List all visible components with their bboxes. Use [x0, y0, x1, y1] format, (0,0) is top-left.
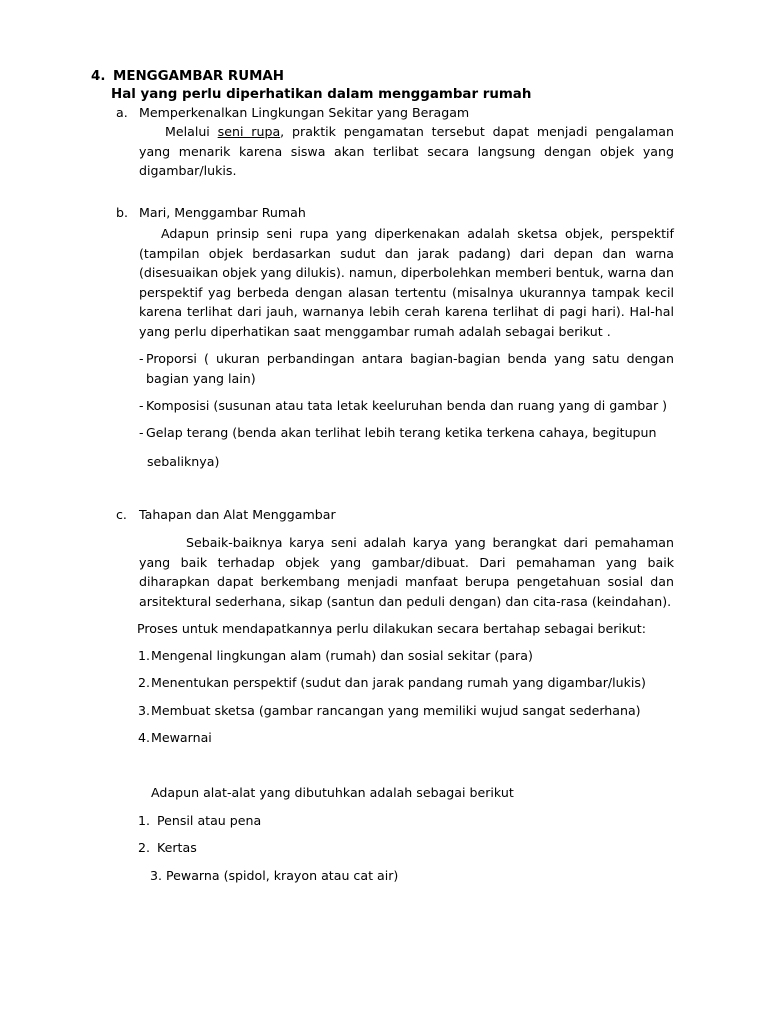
bullet-dash: - [139, 398, 144, 413]
part-b-heading: Mari, Menggambar Rumah [139, 205, 306, 220]
process-intro: Proses untuk mendapatkannya perlu dilakukan secara bertahap sebagai berikut: [137, 621, 646, 636]
bullet-text: Komposisi (susunan atau tata letak keeluruhan benda dan ruang yang di gambar ) [146, 398, 668, 413]
step-number: 2. [138, 675, 151, 690]
bullet-komposisi [139, 396, 674, 416]
part-a-marker: a. [116, 105, 128, 120]
bullet-text: Gelap terang (benda akan terlihat lebih terang ketika terkena cahaya, begitupun [146, 425, 657, 440]
step-number: 3. [138, 703, 151, 718]
step-number: 1. [138, 648, 151, 663]
step-text: Mengenal lingkungan alam (rumah) dan sosial sekitar (para) [151, 648, 533, 663]
tool-number: 2. [138, 840, 151, 855]
part-c-marker: c. [116, 507, 127, 522]
bullet-text-continued: sebaliknya) [147, 453, 220, 469]
tool-text: Pewarna (spidol, krayon atau cat air) [166, 868, 399, 883]
tool-text: Kertas [157, 840, 197, 855]
tool-number: 1. [138, 813, 151, 828]
section-number: 4. [91, 69, 106, 84]
section-title: MENGGAMBAR RUMAH [113, 69, 284, 84]
bullet-dash: - [139, 425, 144, 440]
bullet-text: Proporsi ( ukuran perbandingan antara bagian-bagian benda yang satu dengan bagian yang lain) [146, 351, 674, 386]
part-c-heading: Tahapan dan Alat Menggambar [139, 507, 336, 522]
part-a-heading: Memperkenalkan Lingkungan Sekitar yang Beragam [139, 105, 470, 120]
tools-intro: Adapun alat-alat yang dibutuhkan adalah sebagai berikut [151, 785, 514, 800]
bullet-proporsi [139, 349, 674, 388]
section-subtitle: Hal yang perlu diperhatikan dalam menggambar rumah [111, 87, 532, 102]
tool-text: Pensil atau pena [157, 813, 262, 828]
step-text: Mewarnai [151, 730, 212, 745]
part-a-paragraph [139, 122, 674, 181]
part-a-para-before: Melalui [165, 124, 218, 139]
tool-number: 3. [150, 868, 163, 883]
part-b-marker: b. [116, 205, 128, 220]
part-b-paragraph: Adapun prinsip seni rupa yang diperkenakan adalah sketsa objek, perspektif (tampilan objek berdasarkan sudut dan jarak padang) dari depan dan warna (disesuaikan objek yang dilukis). namun, diperbolehkan memberi bentuk, warna dan perspektif yag berbeda dengan alasan tertentu (misalnya ukurannya tampak kecil karena terlihat dari jauh, warnanya lebih cerah karena terlihat di pagi hari). Hal-hal yang perlu diperhatikan saat menggambar rumah adalah sebagai berikut . [139, 226, 674, 339]
part-a-para-after: , praktik pengamatan tersebut dapat menjadi pengalaman yang menarik karena siswa akan terlibat secara langsung dengan objek yang digambar/lukis. [139, 124, 674, 178]
bullet-gelap-terang [139, 423, 674, 471]
part-c-paragraph: Sebaik-baiknya karya seni adalah karya yang berangkat dari pemahaman yang baik terhadap objek yang gambar/dibuat. Dari pemahaman yang baik diharapkan dapat berkembang menjadi manfaat berupa pengetahuan sosial dan arsitektural sederhana, sikap (santun dan peduli dengan) dan cita-rasa (keindahan). [139, 535, 674, 609]
bullet-dash: - [139, 351, 144, 366]
step-text: Membuat sketsa (gambar rancangan yang memiliki wujud sangat sederhana) [151, 703, 641, 718]
step-number: 4. [138, 730, 151, 745]
step-text: Menentukan perspektif (sudut dan jarak pandang rumah yang digambar/lukis) [151, 675, 646, 690]
part-a-para-underlined: seni rupa [217, 124, 281, 139]
